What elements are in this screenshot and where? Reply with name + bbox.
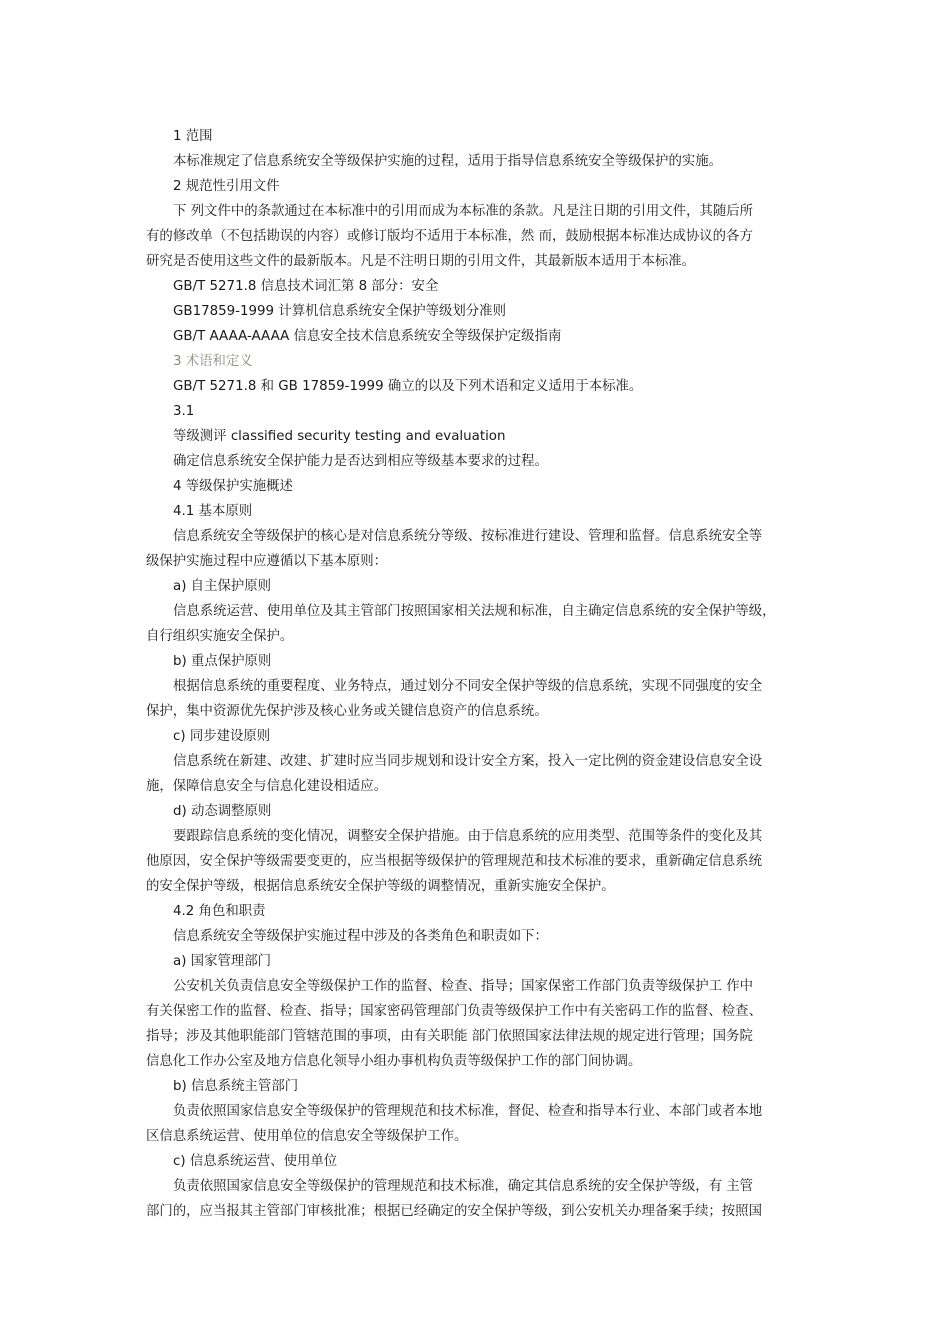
paragraph-line: 的安全保护等级，根据信息系统安全保护等级的调整情况，重新实施安全保护。 — [146, 879, 615, 894]
term-number: 3.1 — [173, 404, 195, 419]
paragraph-line: 区信息系统运营、使用单位的信息安全等级保护工作。 — [146, 1129, 468, 1144]
list-item-label: a) 自主保护原则 — [173, 579, 272, 594]
paragraph-line: 根据信息系统的重要程度、业务特点，通过划分不同安全保护等级的信息系统，实现不同强度的安全 — [173, 679, 763, 694]
paragraph-line: 部门的，应当报其主管部门审核批准；根据已经确定的安全保护等级，到公安机关办理备案手续；按照国 — [146, 1204, 762, 1219]
heading-roles-responsibilities: 4.2 角色和职责 — [173, 904, 266, 919]
paragraph-line: 本标准规定了信息系统安全等级保护实施的过程，适用于指导信息系统安全等级保护的实施。 — [173, 154, 723, 169]
list-item-label: d) 动态调整原则 — [173, 804, 272, 819]
term-title: 等级测评 classified security testing and evaluation — [173, 429, 506, 444]
paragraph-line: 有关保密工作的监督、检查、指导；国家密码管理部门负责等级保护工作中有关密码工作的监督、检查、 — [146, 1004, 762, 1019]
reference-item: GB/T AAAA-AAAA 信息安全技术信息系统安全等级保护定级指南 — [173, 329, 562, 344]
heading-implementation-overview: 4 等级保护实施概述 — [173, 479, 293, 494]
paragraph-line: 公安机关负责信息安全等级保护工作的监督、检查、指导；国家保密工作部门负责等级保护工 作中 — [173, 979, 754, 994]
paragraph-line: 指导；涉及其他职能部门管辖范围的事项，由有关职能 部门依照国家法律法规的规定进行管理；国务院 — [146, 1029, 753, 1044]
paragraph-line: 自行组织实施安全保护。 — [146, 629, 294, 644]
list-item-label: c) 信息系统运营、使用单位 — [173, 1154, 338, 1169]
list-item-label: c) 同步建设原则 — [173, 729, 271, 744]
term-definition: 确定信息系统安全保护能力是否达到相应等级基本要求的过程。 — [173, 454, 548, 469]
paragraph-line: 负责依照国家信息安全等级保护的管理规范和技术标准，确定其信息系统的安全保护等级，有 主管 — [173, 1179, 754, 1194]
heading-basic-principles: 4.1 基本原则 — [173, 504, 253, 519]
paragraph-line: 信息系统安全等级保护的核心是对信息系统分等级、按标准进行建设、管理和监督。信息系统安全等 — [173, 529, 763, 544]
paragraph-line: 级保护实施过程中应遵循以下基本原则： — [146, 554, 388, 569]
paragraph-line: 信息化工作办公室及地方信息化领导小组办事机构负责等级保护工作的部门间协调。 — [146, 1054, 642, 1069]
heading-terms-definitions: 3 术语和定义 — [173, 354, 253, 369]
paragraph-line: 信息系统安全等级保护实施过程中涉及的各类角色和职责如下： — [173, 929, 548, 944]
paragraph-line: GB/T 5271.8 和 GB 17859-1999 确立的以及下列术语和定义适用于本标准。 — [173, 379, 643, 394]
reference-item: GB17859-1999 计算机信息系统安全保护等级划分准则 — [173, 304, 506, 319]
list-item-label: b) 重点保护原则 — [173, 654, 272, 669]
paragraph-line: 负责依照国家信息安全等级保护的管理规范和技术标准，督促、检查和指导本行业、本部门或者本地 — [173, 1104, 763, 1119]
list-item-label: b) 信息系统主管部门 — [173, 1079, 299, 1094]
heading-scope: 1 范围 — [173, 129, 213, 144]
paragraph-line: 下 列文件中的条款通过在本标准中的引用而成为本标准的条款。凡是注日期的引用文件，其随后所 — [173, 204, 754, 219]
paragraph-line: 他原因，安全保护等级需要变更的，应当根据等级保护的管理规范和技术标准的要求，重新确定信息系统 — [146, 854, 762, 869]
paragraph-line: 施，保障信息安全与信息化建设相适应。 — [146, 779, 388, 794]
reference-item: GB/T 5271.8 信息技术词汇第 8 部分：安全 — [173, 279, 439, 294]
paragraph-line: 有的修改单（不包括勘误的内容）或修订版均不适用于本标准，然 而，鼓励根据本标准达成协议的各方 — [146, 229, 753, 244]
paragraph-line: 要跟踪信息系统的变化情况，调整安全保护措施。由于信息系统的应用类型、范围等条件的变化及其 — [173, 829, 763, 844]
paragraph-line: 信息系统在新建、改建、扩建时应当同步规划和设计安全方案，投入一定比例的资金建设信息安全设 — [173, 754, 763, 769]
list-item-label: a) 国家管理部门 — [173, 954, 272, 969]
heading-normative-references: 2 规范性引用文件 — [173, 179, 280, 194]
paragraph-line: 研究是否使用这些文件的最新版本。凡是不注明日期的引用文件，其最新版本适用于本标准。 — [146, 254, 696, 269]
paragraph-line: 保护，集中资源优先保护涉及核心业务或关键信息资产的信息系统。 — [146, 704, 548, 719]
paragraph-line: 信息系统运营、使用单位及其主管部门按照国家相关法规和标准，自主确定信息系统的安全保护等级， — [173, 604, 776, 619]
